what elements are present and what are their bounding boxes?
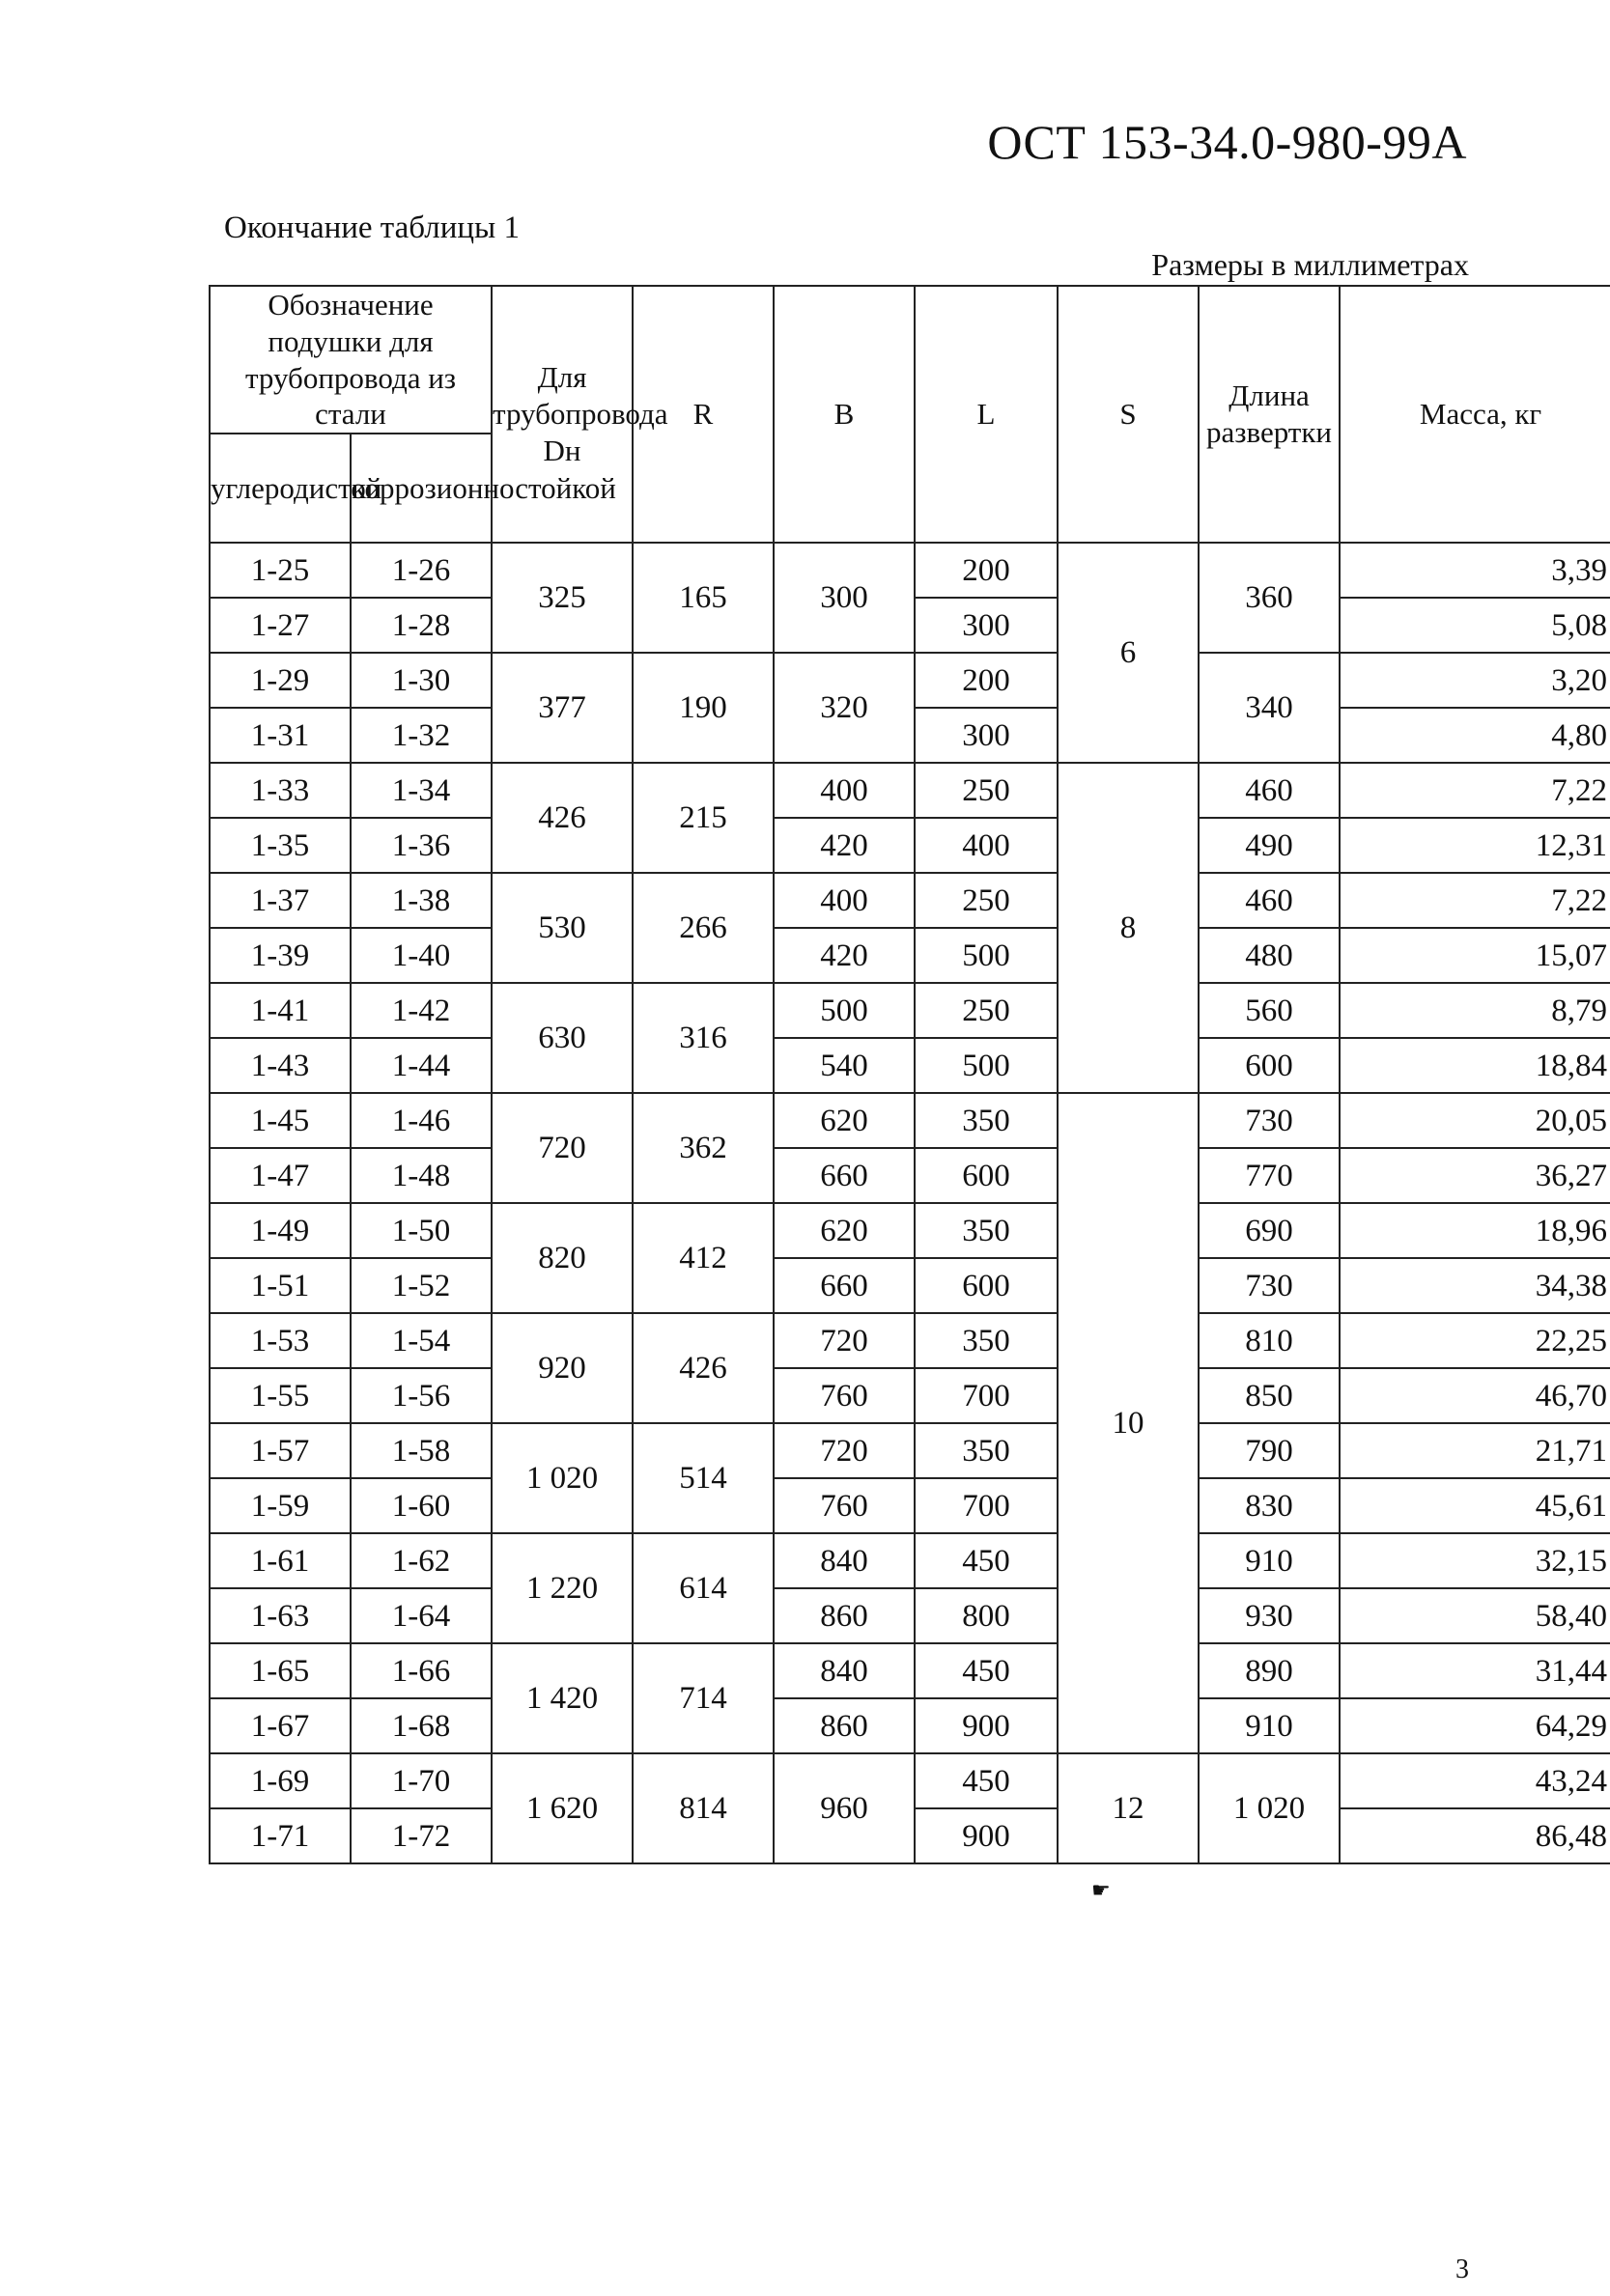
developed-length: 830 [1199,1478,1340,1533]
radius-r: 266 [633,873,774,983]
table-row [210,653,1610,708]
width-b: 960 [774,1753,915,1863]
header-designation: Обозначение подушки для трубопровода из стали [210,286,492,434]
length-l: 300 [915,598,1058,653]
width-b: 660 [774,1258,915,1313]
mass-kg: 7,22 [1340,763,1610,818]
developed-length: 890 [1199,1643,1340,1698]
length-l: 400 [915,818,1058,873]
table-row [210,1588,1610,1643]
radius-r: 614 [633,1533,774,1643]
document-code: ОСТ 153-34.0-980-99А [987,115,1467,169]
table-row [210,1258,1610,1313]
width-b: 420 [774,928,915,983]
carbon-steel-code: 1-47 [210,1148,351,1203]
header-b: B [774,286,915,543]
mass-kg: 15,07 [1340,928,1610,983]
length-l: 350 [915,1093,1058,1148]
stainless-steel-code: 1-54 [351,1313,492,1368]
pipe-dn: 720 [492,1093,633,1203]
developed-length: 810 [1199,1313,1340,1368]
width-b: 760 [774,1478,915,1533]
mass-kg: 31,44 [1340,1643,1610,1698]
length-l: 450 [915,1753,1058,1808]
mass-kg: 64,29 [1340,1698,1610,1753]
length-l: 800 [915,1588,1058,1643]
mass-kg: 3,39 [1340,543,1610,598]
carbon-steel-code: 1-49 [210,1203,351,1258]
stainless-steel-code: 1-42 [351,983,492,1038]
radius-r: 190 [633,653,774,763]
carbon-steel-code: 1-69 [210,1753,351,1808]
length-l: 600 [915,1148,1058,1203]
width-b: 620 [774,1093,915,1148]
pipe-dn: 1 220 [492,1533,633,1643]
mass-kg: 18,84 [1340,1038,1610,1093]
length-l: 500 [915,1038,1058,1093]
carbon-steel-code: 1-51 [210,1258,351,1313]
stainless-steel-code: 1-70 [351,1753,492,1808]
length-l: 350 [915,1203,1058,1258]
mass-kg: 12,31 [1340,818,1610,873]
carbon-steel-code: 1-65 [210,1643,351,1698]
table-row [210,1533,1610,1588]
stainless-steel-code: 1-52 [351,1258,492,1313]
table-row [210,1148,1610,1203]
width-b: 860 [774,1698,915,1753]
width-b: 400 [774,873,915,928]
pipe-dn: 426 [492,763,633,873]
table-row [210,1478,1610,1533]
stainless-steel-code: 1-26 [351,543,492,598]
pipe-dn: 820 [492,1203,633,1313]
pipe-dn: 1 020 [492,1423,633,1533]
header-l: L [915,286,1058,543]
table-row [210,873,1610,928]
developed-length: 850 [1199,1368,1340,1423]
mass-kg: 8,79 [1340,983,1610,1038]
developed-length: 340 [1199,653,1340,763]
width-b: 420 [774,818,915,873]
units-note: Размеры в миллиметрах [1151,247,1469,282]
mass-kg: 4,80 [1340,708,1610,763]
table-row [210,928,1610,983]
table-row [210,763,1610,818]
radius-r: 165 [633,543,774,653]
mass-kg: 20,05 [1340,1093,1610,1148]
mass-kg: 58,40 [1340,1588,1610,1643]
stainless-steel-code: 1-50 [351,1203,492,1258]
developed-length: 600 [1199,1038,1340,1093]
carbon-steel-code: 1-71 [210,1808,351,1863]
pipe-dn: 1 420 [492,1643,633,1753]
length-l: 900 [915,1808,1058,1863]
length-l: 250 [915,763,1058,818]
header-carbon: углеродистой [210,434,351,543]
table-row [210,1368,1610,1423]
length-l: 700 [915,1368,1058,1423]
radius-r: 426 [633,1313,774,1423]
width-b: 540 [774,1038,915,1093]
mass-kg: 7,22 [1340,873,1610,928]
mass-kg: 46,70 [1340,1368,1610,1423]
length-l: 350 [915,1313,1058,1368]
header-r: R [633,286,774,543]
pipe-dn: 325 [492,543,633,653]
table-row [210,1698,1610,1753]
pipe-dn: 630 [492,983,633,1093]
table-row [210,1093,1610,1148]
stainless-steel-code: 1-34 [351,763,492,818]
table-row [210,983,1610,1038]
length-l: 900 [915,1698,1058,1753]
mass-kg: 32,15 [1340,1533,1610,1588]
carbon-steel-code: 1-35 [210,818,351,873]
thickness-s: 6 [1058,543,1199,763]
carbon-steel-code: 1-63 [210,1588,351,1643]
width-b: 720 [774,1313,915,1368]
mass-kg: 43,24 [1340,1753,1610,1808]
thickness-s: 12 [1058,1753,1199,1863]
header-stainless: коррозионностойкой [351,434,492,543]
mass-kg: 21,71 [1340,1423,1610,1478]
carbon-steel-code: 1-59 [210,1478,351,1533]
carbon-steel-code: 1-41 [210,983,351,1038]
width-b: 840 [774,1643,915,1698]
carbon-steel-code: 1-55 [210,1368,351,1423]
carbon-steel-code: 1-45 [210,1093,351,1148]
carbon-steel-code: 1-37 [210,873,351,928]
length-l: 200 [915,653,1058,708]
carbon-steel-code: 1-61 [210,1533,351,1588]
carbon-steel-code: 1-33 [210,763,351,818]
table-row [210,1313,1610,1368]
stainless-steel-code: 1-32 [351,708,492,763]
stainless-steel-code: 1-58 [351,1423,492,1478]
developed-length: 730 [1199,1093,1340,1148]
length-l: 200 [915,543,1058,598]
length-l: 700 [915,1478,1058,1533]
developed-length: 360 [1199,543,1340,653]
width-b: 840 [774,1533,915,1588]
width-b: 320 [774,653,915,763]
width-b: 500 [774,983,915,1038]
developed-length: 480 [1199,928,1340,983]
mass-kg: 3,20 [1340,653,1610,708]
table-row [210,1753,1610,1808]
stainless-steel-code: 1-40 [351,928,492,983]
radius-r: 362 [633,1093,774,1203]
width-b: 400 [774,763,915,818]
pipe-dn: 377 [492,653,633,763]
table-row [210,1038,1610,1093]
length-l: 450 [915,1643,1058,1698]
table-row [210,543,1610,598]
stainless-steel-code: 1-46 [351,1093,492,1148]
width-b: 760 [774,1368,915,1423]
developed-length: 690 [1199,1203,1340,1258]
header-length: Длина развертки [1199,286,1340,543]
length-l: 450 [915,1533,1058,1588]
mass-kg: 18,96 [1340,1203,1610,1258]
dimensions-table [209,285,1610,1864]
stainless-steel-code: 1-44 [351,1038,492,1093]
stainless-steel-code: 1-60 [351,1478,492,1533]
radius-r: 814 [633,1753,774,1863]
radius-r: 316 [633,983,774,1093]
width-b: 720 [774,1423,915,1478]
developed-length: 460 [1199,873,1340,928]
carbon-steel-code: 1-27 [210,598,351,653]
stainless-steel-code: 1-48 [351,1148,492,1203]
length-l: 250 [915,983,1058,1038]
width-b: 860 [774,1588,915,1643]
pipe-dn: 920 [492,1313,633,1423]
radius-r: 714 [633,1643,774,1753]
developed-length: 490 [1199,818,1340,873]
scan-mark: ☛ [1091,1878,1111,1902]
width-b: 300 [774,543,915,653]
developed-length: 460 [1199,763,1340,818]
carbon-steel-code: 1-31 [210,708,351,763]
table-row [210,1643,1610,1698]
stainless-steel-code: 1-28 [351,598,492,653]
radius-r: 514 [633,1423,774,1533]
length-l: 500 [915,928,1058,983]
mass-kg: 22,25 [1340,1313,1610,1368]
stainless-steel-code: 1-30 [351,653,492,708]
carbon-steel-code: 1-39 [210,928,351,983]
length-l: 300 [915,708,1058,763]
developed-length: 790 [1199,1423,1340,1478]
developed-length: 910 [1199,1533,1340,1588]
developed-length: 770 [1199,1148,1340,1203]
page-number: 3 [1455,2254,1469,2284]
stainless-steel-code: 1-66 [351,1643,492,1698]
carbon-steel-code: 1-25 [210,543,351,598]
stainless-steel-code: 1-68 [351,1698,492,1753]
carbon-steel-code: 1-67 [210,1698,351,1753]
pipe-dn: 530 [492,873,633,983]
table-row [210,1423,1610,1478]
developed-length: 1 020 [1199,1753,1340,1863]
mass-kg: 34,38 [1340,1258,1610,1313]
header-s: S [1058,286,1199,543]
stainless-steel-code: 1-38 [351,873,492,928]
thickness-s: 10 [1058,1093,1199,1753]
mass-kg: 5,08 [1340,598,1610,653]
stainless-steel-code: 1-56 [351,1368,492,1423]
mass-kg: 36,27 [1340,1148,1610,1203]
length-l: 350 [915,1423,1058,1478]
width-b: 620 [774,1203,915,1258]
table-row [210,1203,1610,1258]
header-mass: Масса, кг [1340,286,1610,543]
mass-kg: 86,48 [1340,1808,1610,1863]
length-l: 600 [915,1258,1058,1313]
carbon-steel-code: 1-43 [210,1038,351,1093]
table-body [210,543,1610,1863]
table-row [210,818,1610,873]
stainless-steel-code: 1-36 [351,818,492,873]
mass-kg: 45,61 [1340,1478,1610,1533]
length-l: 250 [915,873,1058,928]
developed-length: 730 [1199,1258,1340,1313]
radius-r: 215 [633,763,774,873]
developed-length: 910 [1199,1698,1340,1753]
header-dn: Для трубопровода Dн [492,286,633,543]
carbon-steel-code: 1-29 [210,653,351,708]
carbon-steel-code: 1-57 [210,1423,351,1478]
developed-length: 930 [1199,1588,1340,1643]
width-b: 660 [774,1148,915,1203]
table-caption: Окончание таблицы 1 [224,210,520,245]
radius-r: 412 [633,1203,774,1313]
stainless-steel-code: 1-64 [351,1588,492,1643]
thickness-s: 8 [1058,763,1199,1093]
pipe-dn: 1 620 [492,1753,633,1863]
stainless-steel-code: 1-62 [351,1533,492,1588]
developed-length: 560 [1199,983,1340,1038]
carbon-steel-code: 1-53 [210,1313,351,1368]
stainless-steel-code: 1-72 [351,1808,492,1863]
